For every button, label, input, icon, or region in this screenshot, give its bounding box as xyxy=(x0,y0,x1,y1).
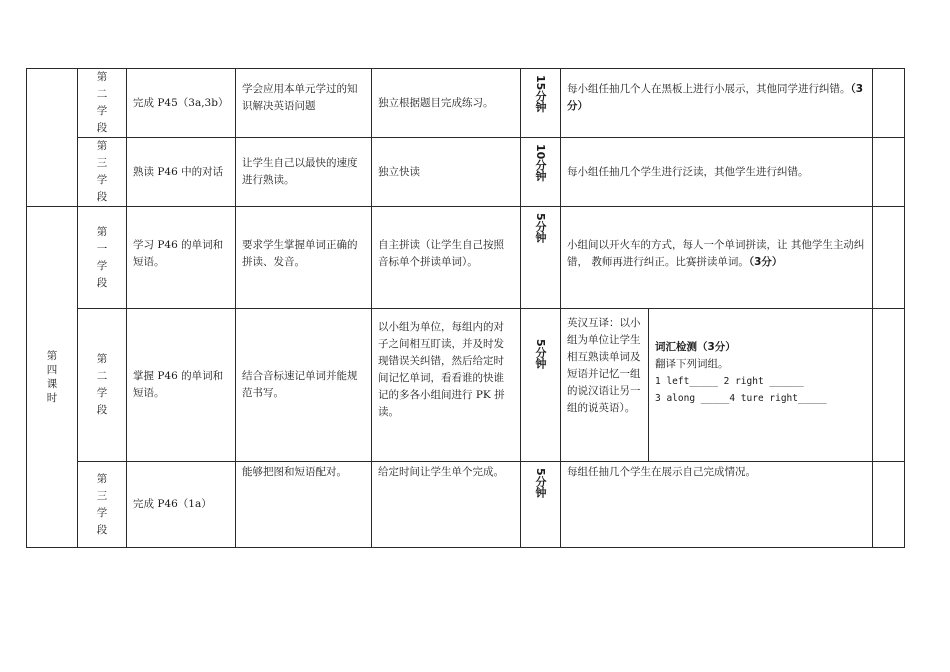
time-cell: 5分钟 xyxy=(521,309,561,462)
method-cell: 独立快读 xyxy=(372,138,521,207)
goal-cell: 让学生自己以最快的速度进行熟读。 xyxy=(236,138,372,207)
method-cell: 自主拼读（让学生自己按照音标单个拼读单词）。 xyxy=(372,207,521,309)
vocab-instruction: 翻译下列词组。 xyxy=(655,358,729,370)
table-row xyxy=(27,138,905,207)
vocab-line-1: 1 left_____ 2 right ______ xyxy=(655,376,804,387)
content-cell: 熟读 P46 中的对话 xyxy=(127,138,236,207)
table-row xyxy=(27,69,905,138)
activity-cell: 每组任抽几个学生在展示自己完成情况。 xyxy=(561,462,873,548)
lesson-cell-empty xyxy=(27,69,78,207)
segment-cell: 第 二 学 段 xyxy=(78,69,127,138)
goal-cell: 结合音标速记单词并能规范书写。 xyxy=(236,309,372,462)
lesson-plan-table xyxy=(26,68,905,548)
time-cell: 15分钟 xyxy=(521,69,561,138)
goal-cell: 能够把图和短语配对。 xyxy=(236,462,372,548)
table-row xyxy=(27,462,905,548)
method-cell: 给定时间让学生单个完成。 xyxy=(372,462,521,548)
method-cell: 以小组为单位，每组内的对子之间相互盯读，并及时发现错误关纠错，然后给定时间记忆单词，看看谁的快谁记的多各小组间进行 PK 拼读。 xyxy=(372,309,521,462)
blank-cell xyxy=(873,207,905,309)
content-cell: 学习 P46 的单词和短语。 xyxy=(127,207,236,309)
content-cell: 掌握 P46 的单词和短语。 xyxy=(127,309,236,462)
segment-cell: 第 三 学 段 xyxy=(78,138,127,207)
time-cell: 5分钟 xyxy=(521,462,561,548)
segment-cell: 第 三 学 段 xyxy=(78,462,127,548)
blank-cell xyxy=(873,309,905,462)
blank-cell xyxy=(873,69,905,138)
blank-cell xyxy=(873,138,905,207)
time-cell: 10分钟 xyxy=(521,138,561,207)
method-cell: 独立根据题目完成练习。 xyxy=(372,69,521,138)
vocab-check-title: 词汇检测（3分） xyxy=(655,341,736,353)
vocab-line-2: 3 along _____4 ture right_____ xyxy=(655,393,827,404)
table-row xyxy=(27,207,905,309)
segment-cell: 第 一 学 段 xyxy=(78,207,127,309)
content-cell: 完成 P46（1a） xyxy=(127,462,236,548)
blank-cell xyxy=(873,462,905,548)
activity-cell xyxy=(561,309,873,462)
goal-cell: 要求学生掌握单词正确的拼读、发音。 xyxy=(236,207,372,309)
translation-task: 英汉互译：以小组为单位让学生相互熟读单词及短语并记忆一组的说汉语让另一组的说英语）。 xyxy=(561,309,649,461)
time-cell: 5分钟 xyxy=(521,207,561,309)
activity-cell: 每小组任抽几个人在黑板上进行小展示，其他同学进行纠错。（3分） xyxy=(561,69,873,138)
lesson-label-cell: 第 四 课 时 xyxy=(27,207,78,548)
segment-cell: 第 二 学 段 xyxy=(78,309,127,462)
vocab-check xyxy=(649,309,872,461)
activity-cell: 小组间以开火车的方式，每人一个单词拼读，让 其他学生主动纠错， 教师再进行纠正。比赛拼读单词。（3分） xyxy=(561,207,873,309)
table-row xyxy=(27,309,905,462)
goal-cell: 学会应用本单元学过的知识解决英语问题 xyxy=(236,69,372,138)
activity-cell: 每小组任抽几个学生进行泛读，其他学生进行纠错。 xyxy=(561,138,873,207)
content-cell: 完成 P45（3a,3b） xyxy=(127,69,236,138)
